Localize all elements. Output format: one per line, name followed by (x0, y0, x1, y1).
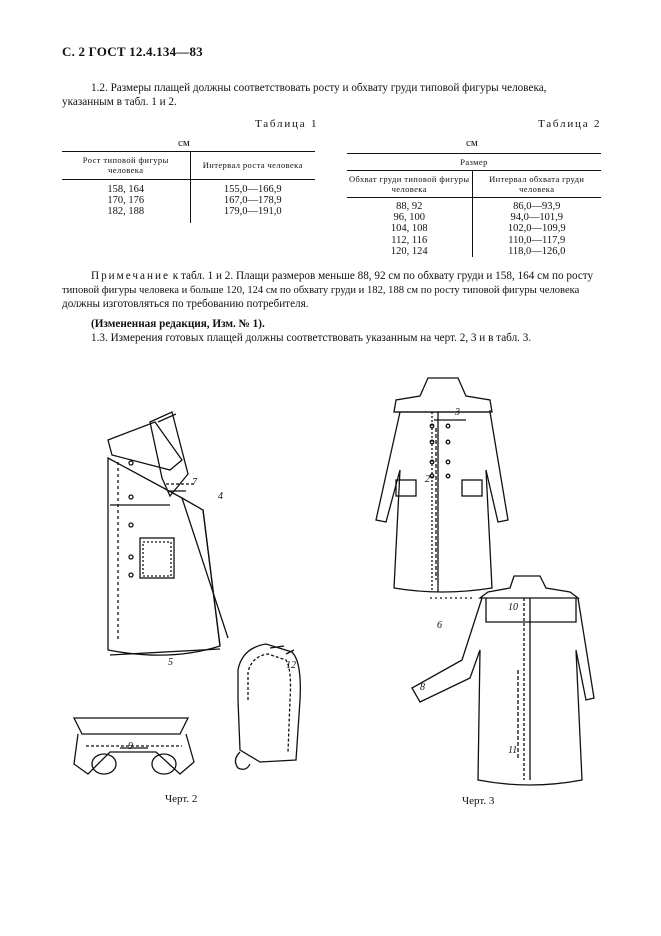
fig3-label-2: 2 (425, 474, 430, 485)
fig3-label-11: 11 (508, 745, 518, 756)
table2-cell: 102,0—109,9 (507, 223, 566, 235)
note-text: к табл. 1 и 2. Плащи размеров меньше 88, 92 см по обхвату груди и 158, 164 см по росту (169, 270, 594, 282)
table2-cell: 104, 108 (347, 223, 472, 234)
table1-cell: 158, 164 (62, 179, 190, 195)
table1-header-height: Рост типовой фигуры человека (62, 152, 190, 179)
note-lead: Примечание (91, 270, 170, 282)
fig2-label-4: 4 (218, 491, 223, 502)
table1-cell: 155,0—166,9 (223, 183, 282, 195)
paragraph-1-3: 1.3. Измерения готовых плащей должны соответствовать указанным на черт. 2, 3 и в табл. 3. (91, 332, 532, 344)
table2-header-chest: Обхват груди типовой фигуры человека (347, 171, 472, 198)
table2-cell: 120, 124 (347, 246, 472, 257)
table2-cell: 112, 116 (347, 235, 472, 246)
table2-cell: 110,0—117,9 (508, 234, 566, 246)
table1-cell: 170, 176 (62, 195, 190, 206)
table2-cell: 88, 92 (347, 198, 472, 213)
table2-group-header: Размер (347, 154, 601, 171)
note-line1 (91, 269, 593, 284)
note-line3: должны изготовляться по требованию потребителя. (62, 298, 309, 310)
figure-2-caption: Черт. 2 (165, 793, 198, 805)
amendment-note: (Измененная редакция, Изм. № 1). (91, 318, 265, 330)
table2-cell: 94,0—101,9 (510, 212, 563, 224)
fig2-label-5: 5 (168, 657, 173, 668)
table2-cell: 118,0—126,0 (508, 245, 566, 257)
table2-header-interval: Интервал обхвата груди человека (472, 171, 601, 198)
table2-caption: Таблица 2 (538, 118, 602, 130)
note-line2: типовой фигуры человека и больше 120, 124 см по обхвату груди и 182, 188 см по росту типовой фигуры человека (62, 285, 580, 296)
table2-unit: см (466, 137, 478, 149)
table1-cell: 179,0—191,0 (223, 205, 282, 217)
page-header: С. 2 ГОСТ 12.4.134—83 (62, 44, 203, 59)
figure-3-drawing (370, 370, 610, 790)
fig2-label-7: 7 (192, 477, 197, 488)
fig3-label-10: 10 (508, 602, 518, 613)
table2-cell: 86,0—93,9 (513, 201, 561, 212)
table2-cell: 96, 100 (347, 212, 472, 223)
table1-cell: 182, 188 (62, 206, 190, 223)
figure-3-caption: Черт. 3 (462, 795, 495, 807)
fig3-label-3: 3 (455, 407, 460, 418)
table1-unit: см (178, 137, 190, 149)
table1-header-interval: Интервал роста человека (190, 152, 315, 179)
table1-caption: Таблица 1 (255, 118, 319, 130)
paragraph-1-2-line1: 1.2. Размеры плащей должны соответствовать росту и обхвату груди типовой фигуры человека, (91, 82, 547, 94)
fig3-label-8: 8 (420, 682, 425, 693)
table1 (62, 151, 315, 223)
figure-2-drawing (70, 400, 320, 790)
fig2-label-9: 9 (128, 741, 133, 752)
table2 (347, 153, 601, 257)
paragraph-1-2-line2: указанным в табл. 1 и 2. (62, 96, 177, 108)
fig2-label-12: 12 (286, 660, 296, 671)
table1-cell: 167,0—178,9 (223, 194, 282, 206)
fig3-label-6: 6 (437, 620, 442, 631)
